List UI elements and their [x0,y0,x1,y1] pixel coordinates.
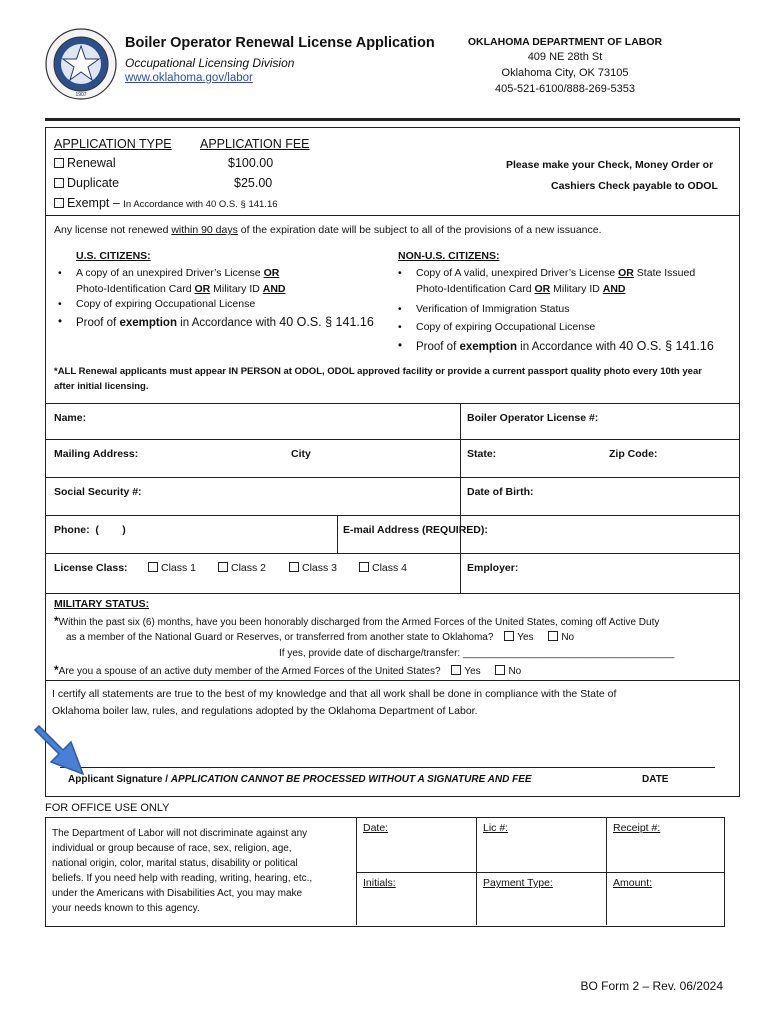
us-citizens-heading: U.S. CITIZENS: [76,250,151,262]
duplicate-label: Duplicate [67,176,120,190]
class3-option[interactable] [289,562,337,574]
form-title: Boiler Operator Renewal License Application [125,35,435,51]
city-label: City [291,448,311,460]
asterisk: * [54,663,59,677]
ssn-label: Social Security #: [54,486,142,498]
text: in Accordance with [176,317,280,329]
name-label: Name: [54,412,87,424]
and-text: AND [262,283,286,295]
header-rule [45,118,740,121]
class4-checkbox[interactable] [359,562,369,572]
signature-warning: APPLICATION CANNOT BE PROCESSED WITHOUT A SIGNATURE AND FEE [170,774,532,785]
exempt-checkbox[interactable] [54,198,64,208]
q1-no-checkbox[interactable] [548,631,558,641]
agency-phone: 405-521-6100/888-269-5353 [494,83,636,95]
email-label: E-mail Address (REQUIRED): [343,524,488,536]
certification-statement [52,686,616,720]
employer-label: Employer: [467,562,519,574]
certify-line1: I certify all statements are true to the best of my knowledge and that all work shall be done in compliance with the State of [52,688,617,700]
payment-instructions-line1: Please make your Check, Money Order or [506,159,714,171]
yes-label: Yes [517,632,534,643]
office-initials-label: Initials: [363,877,396,889]
no-label: No [561,632,575,643]
q1-line2: as a member of the National Guard or Reserves, or transferred from another state to Oklahoma? [66,632,494,643]
class2-option[interactable] [218,562,266,574]
q2-yes-option[interactable] [451,666,480,677]
class3-label: Class 3 [302,562,338,574]
divider [46,515,739,516]
q2-text: Are you a spouse of an active duty member of the Armed Forces of the United States? [58,666,441,677]
no-label: No [508,666,522,677]
application-fee-heading: APPLICATION FEE [200,137,310,151]
form-number: BO Form 2 – Rev. 06/2024 [580,979,723,993]
text: A copy of an unexpired Driver’s License [76,267,264,279]
phone-label: Phone: ( ) [54,524,126,536]
military-question-1 [54,614,659,628]
non-us-citizens-item-4 [416,338,714,355]
q1-line1: Within the past six (6) months, have you been honorably discharged from the Armed Forces of the United States, coming off Active Duty [58,617,660,628]
office-payment-type-label: Payment Type: [483,877,553,889]
website-link[interactable]: www.oklahoma.gov/labor [125,72,253,84]
text: Military ID [550,283,603,295]
divider [46,477,739,478]
divider [337,515,338,553]
discharge-date-label: If yes, provide date of discharge/transfer: ______________________________________ [279,648,675,659]
exempt-note: In Accordance with 40 O.S. § 141.16 [123,199,278,210]
class1-option[interactable] [148,562,196,574]
statement-line: national origin, color, marital status, disability or political [52,858,298,869]
office-date-label: Date: [363,822,389,834]
zip-label: Zip Code: [609,448,658,460]
divider [46,439,739,440]
us-citizens-item-3 [76,314,374,331]
signature-label [68,774,532,785]
class1-checkbox[interactable] [148,562,158,572]
class2-label: Class 2 [231,562,267,574]
nondiscrimination-statement [52,826,352,916]
office-use-table [45,817,725,927]
non-us-citizens-item-1 [416,265,695,297]
statute-ref: 40 O.S. § 141.16 [619,339,714,353]
class4-label: Class 4 [372,562,408,574]
non-us-citizens-item-3: • Copy of expiring Occupational License [416,319,595,335]
or-text: OR [618,267,634,279]
text: Photo-Identification Card [76,283,195,295]
text: Copy of A valid, unexpired Driver’s License [416,267,619,279]
statement-line: your needs known to this agency. [52,903,200,914]
q1-no-option[interactable] [548,632,574,643]
application-form-box [45,127,740,797]
statement-line: The Department of Labor will not discriminate against any [52,828,308,839]
svg-text:1907: 1907 [75,92,87,98]
division-name: Occupational Licensing Division [125,56,295,70]
divider [46,680,739,681]
signature-text: Applicant Signature / [68,774,171,785]
divider [46,215,739,216]
state-label: State: [467,448,497,460]
statute-ref: 40 O.S. § 141.16 [279,315,374,329]
divider [46,593,739,594]
non-us-citizens-item-2: • Verification of Immigration Status [416,301,570,317]
text: in Accordance with [516,341,620,353]
office-receipt-label: Receipt #: [613,822,661,834]
non-us-citizens-heading: NON-U.S. CITIZENS: [398,250,500,262]
q1-yes-checkbox[interactable] [504,631,514,641]
statement-line: under the Americans with Disabilities Act, you may make [52,888,303,899]
and-text: AND [602,283,626,295]
statement-line: individual or group because of race, sex, religion, age, [52,843,292,854]
class2-checkbox[interactable] [218,562,228,572]
renewal-fee: $100.00 [228,156,274,170]
divider [46,403,739,404]
text: Military ID [210,283,263,295]
q2-yes-checkbox[interactable] [451,665,461,675]
agency-address-line2: Oklahoma City, OK 73105 [501,67,629,79]
text: exemption [119,317,177,329]
note-line2: after initial licensing. [54,381,149,392]
renewal-option[interactable] [54,156,116,170]
oklahoma-seal-logo [45,28,117,100]
duplicate-fee: $25.00 [234,176,273,190]
renewal-notice [54,224,602,236]
office-lic-label: Lic #: [483,822,509,834]
renewal-checkbox[interactable] [54,158,64,168]
date-label: DATE [642,774,669,785]
text: State Issued [633,267,696,279]
mailing-address-label: Mailing Address: [54,448,139,460]
renewal-label: Renewal [67,156,116,170]
or-text: OR [263,267,280,279]
license-class-label: License Class: [54,562,128,574]
us-citizens-item-1 [76,265,285,297]
duplicate-option[interactable] [54,176,119,190]
us-citizens-item-2: • Copy of expiring Occupational License [76,296,255,312]
agency-address-line1: 409 NE 28th St [527,51,603,63]
military-status-heading: MILITARY STATUS: [54,598,150,610]
statement-line: beliefs. If you need help with reading, writing, hearing, etc., [52,873,313,884]
exempt-label: Exempt – [67,196,120,210]
class4-option[interactable] [359,562,407,574]
text: Proof of [416,341,460,353]
class3-checkbox[interactable] [289,562,299,572]
military-question-1-cont [66,631,574,643]
yes-label: Yes [464,666,481,677]
certify-line2: Oklahoma boiler law, rules, and regulations adopted by the Oklahoma Department of Labor. [52,705,478,717]
signature-line[interactable] [60,767,715,768]
agency-name: OKLAHOMA DEPARTMENT OF LABOR [467,36,663,48]
class1-label: Class 1 [161,562,197,574]
payment-instructions-line2: Cashiers Check payable to ODOL [551,180,718,192]
q2-no-option[interactable] [495,666,521,677]
office-use-heading: FOR OFFICE USE ONLY [45,802,170,814]
application-type-heading: APPLICATION TYPE [54,137,172,151]
renewal-photo-note [54,364,734,394]
duplicate-checkbox[interactable] [54,178,64,188]
or-text: OR [194,283,211,295]
notice-text: Any license not renewed [54,224,172,236]
arrow-pointer-icon [33,722,93,780]
q1-yes-option[interactable] [504,632,533,643]
divider [46,553,739,554]
or-text: OR [534,283,551,295]
divider [460,403,461,593]
exempt-option[interactable] [54,196,278,210]
notice-underlined: within 90 days [171,224,238,236]
note-line1: *ALL Renewal applicants must appear IN PERSON at ODOL, ODOL approved facility or provide a current passport quality photo every 10th year [54,366,702,377]
office-amount-label: Amount: [613,877,653,889]
license-number-label: Boiler Operator License #: [467,412,599,424]
text: Proof of [76,317,120,329]
dob-label: Date of Birth: [467,486,534,498]
divider [356,872,724,873]
text: Photo-Identification Card [416,283,535,295]
text: exemption [459,341,517,353]
notice-text-end: of the expiration date will be subject to all of the provisions of a new issuance. [237,224,602,236]
q2-no-checkbox[interactable] [495,665,505,675]
asterisk: * [54,614,59,628]
military-question-2 [54,663,521,677]
